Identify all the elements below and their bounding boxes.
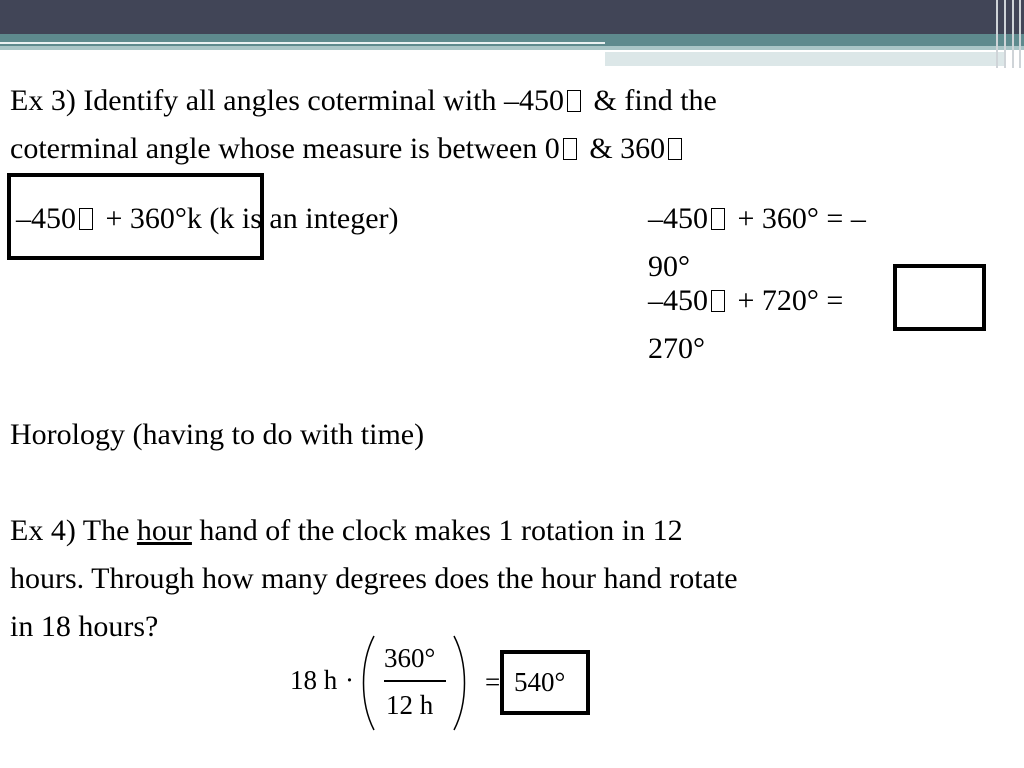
formula-numerator: 360° — [384, 643, 436, 673]
missing-glyph-icon — [711, 290, 725, 312]
header-stripe — [1019, 0, 1021, 68]
header-accent-line — [0, 46, 1024, 50]
missing-glyph-icon — [567, 90, 581, 112]
ex4-line-1-text: Ex 4) The — [10, 514, 137, 547]
horology-heading: Horology (having to do with time) — [10, 418, 425, 451]
missing-glyph-icon — [711, 208, 725, 230]
general-expression — [16, 195, 399, 242]
general-expression-start: –450 — [16, 202, 76, 235]
calc-1-result: 90° — [648, 250, 690, 283]
missing-glyph-icon — [668, 138, 682, 160]
ex4-hour-underlined: hour — [136, 514, 192, 547]
formula-dot: · — [345, 665, 354, 695]
calc-1-start: –450 — [648, 202, 708, 235]
calc-2-start: –450 — [648, 284, 708, 317]
answer-box-empty — [893, 264, 986, 331]
header-stripe — [1004, 0, 1006, 68]
header-stripe — [1012, 0, 1014, 68]
header-light-block — [605, 52, 1005, 66]
ex4-line-3: in 18 hours? — [10, 610, 159, 643]
header-highlight-line — [0, 42, 605, 44]
formula-denominator: 12 h — [386, 690, 434, 720]
ex4-line-2: hours. Through how many degrees does the hour hand rotate — [10, 562, 738, 595]
formula-equals: = — [485, 667, 501, 697]
missing-glyph-icon — [563, 138, 577, 160]
formula-fraction-bar — [384, 680, 446, 682]
formula-lhs: 18 h — [290, 665, 338, 695]
ex3-line-2-text: coterminal angle whose measure is between 0 — [10, 132, 560, 165]
calc-1-line-1 — [648, 195, 866, 242]
missing-glyph-icon — [79, 208, 93, 230]
header-bar — [0, 0, 1024, 34]
calc-2-rest: + 720° = — [730, 284, 844, 317]
header-accent-bar — [0, 34, 1024, 46]
ex3-line-1-text: Ex 3) Identify all angles coterminal with –450 — [10, 84, 565, 117]
formula-answer: 540° — [514, 667, 566, 697]
ex4-line-1-text-end: hand of the clock makes 1 rotation in 12 — [191, 514, 683, 547]
calc-2-line-1 — [648, 277, 843, 324]
calc-2-result: 270° — [648, 332, 705, 365]
ex3-line-2 — [10, 125, 687, 172]
general-expression-rest: + 360°k (k is an integer) — [98, 202, 399, 235]
ex3-line-2-text-mid: & 360 — [581, 132, 666, 165]
calc-1-rest: + 360° = – — [730, 202, 866, 235]
ex3-line-1 — [10, 77, 717, 124]
ex3-line-1-text-end: & find the — [586, 84, 717, 117]
ex4-line-1 — [10, 507, 683, 554]
header-stripe — [996, 0, 998, 68]
